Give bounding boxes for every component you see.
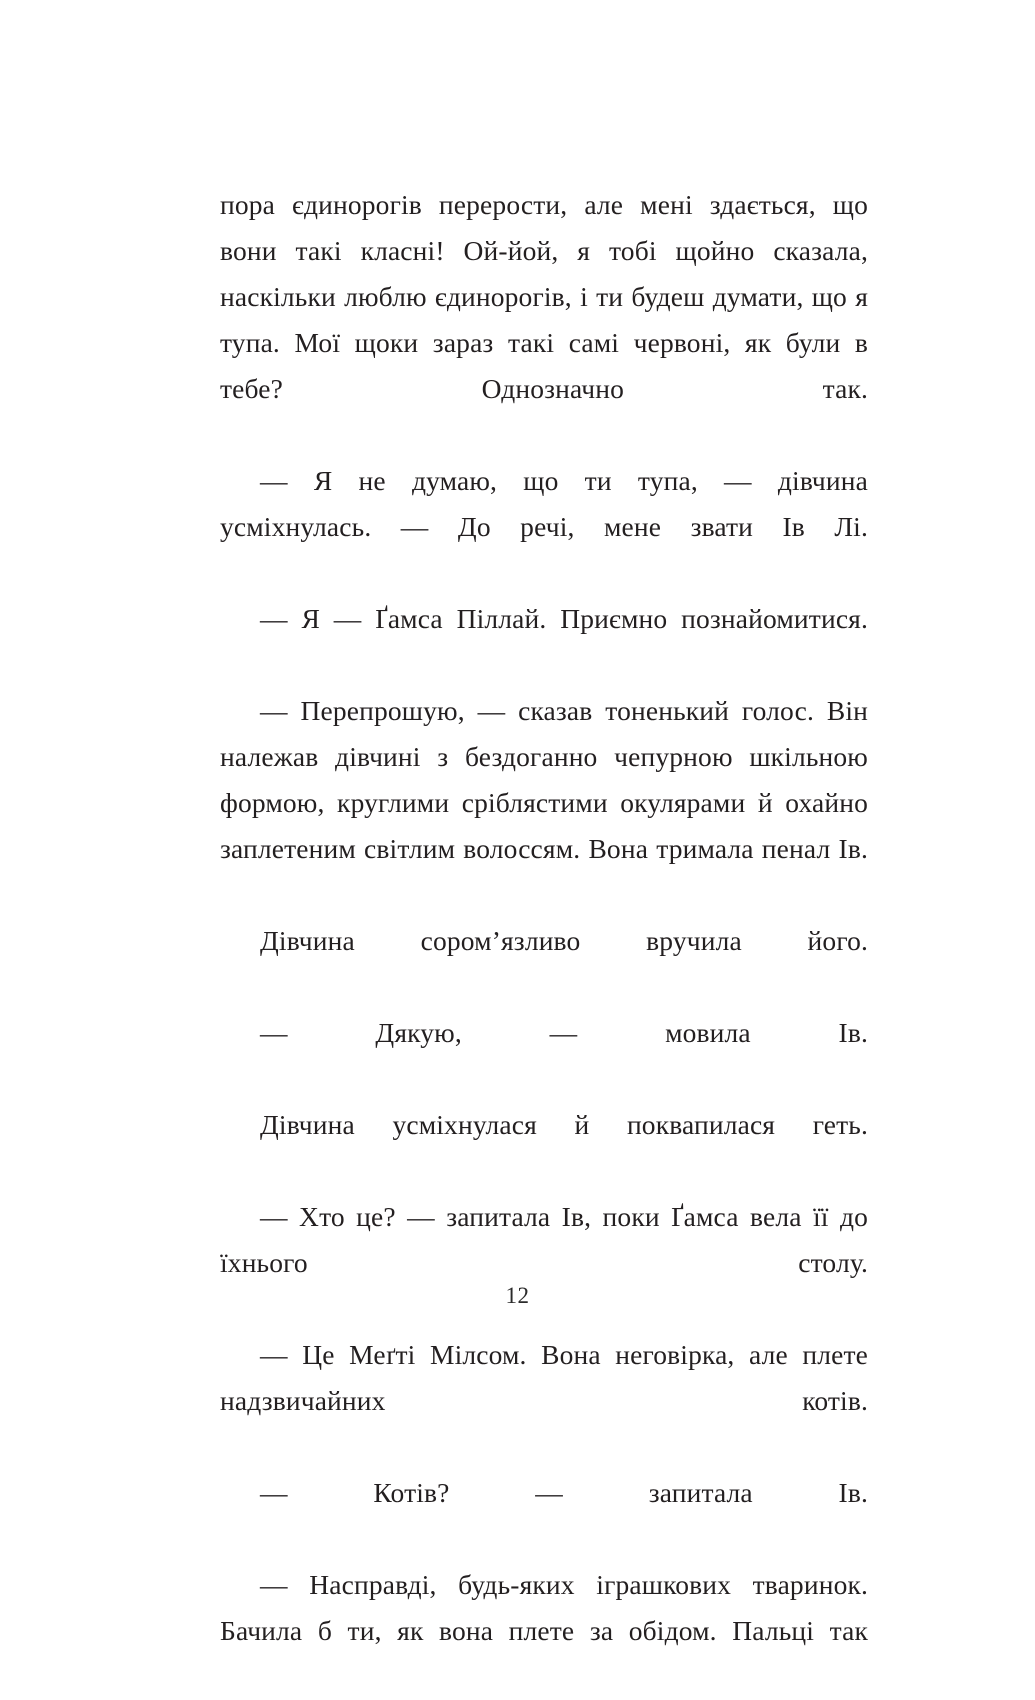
paragraph-dialogue-5: — Хто це? — запитала Ів, поки Ґамса вела її до їхнього столу.: [220, 1201, 868, 1278]
paragraph-dialogue-2: — Я — Ґамса Піллай. Приємно познайомитися.: [260, 603, 868, 634]
paragraph-continuation: пора єдинорогів перерости, але мені здається, що вони такі класні! Ой-йой, я тобі щойно сказала, наскільки люблю єдинорогів, і ти будеш думати, що я тупа. Мої щоки зараз такі самі червоні, як були в тебе? Однозначно так.: [220, 189, 868, 404]
paragraph-dialogue-7: — Котів? — запитала Ів.: [260, 1477, 868, 1508]
page-text-block: [220, 182, 868, 1700]
paragraph-dialogue-8: — Насправді, будь-яких іграшкових тваринок. Бачила б ти, як вона плете за обідом. Пальці так: [220, 1569, 868, 1646]
paragraph-narration-2: Дівчина усміхнулася й поквапилася геть.: [260, 1109, 868, 1140]
paragraph-narration-1: Дівчина сором’язливо вручила його.: [260, 925, 868, 956]
paragraph-dialogue-4: — Дякую, — мовила Ів.: [260, 1017, 868, 1048]
paragraph-dialogue-1: — Я не думаю, що ти тупа, — дівчина усміхнулась. — До речі, мене звати Ів Лі.: [220, 465, 868, 542]
page-number: 12: [505, 1283, 530, 1308]
paragraph-dialogue-3: — Перепрошую, — сказав тоненький голос. Він належав дівчині з бездоганно чепурною шкільною формою, круглими сріблястими окулярами й охайно заплетеним світлим волоссям. Вона тримала пенал Ів.: [220, 695, 868, 864]
paragraph-dialogue-6: — Це Меґті Мілсом. Вона неговірка, але плете надзвичайних котів.: [220, 1339, 868, 1416]
